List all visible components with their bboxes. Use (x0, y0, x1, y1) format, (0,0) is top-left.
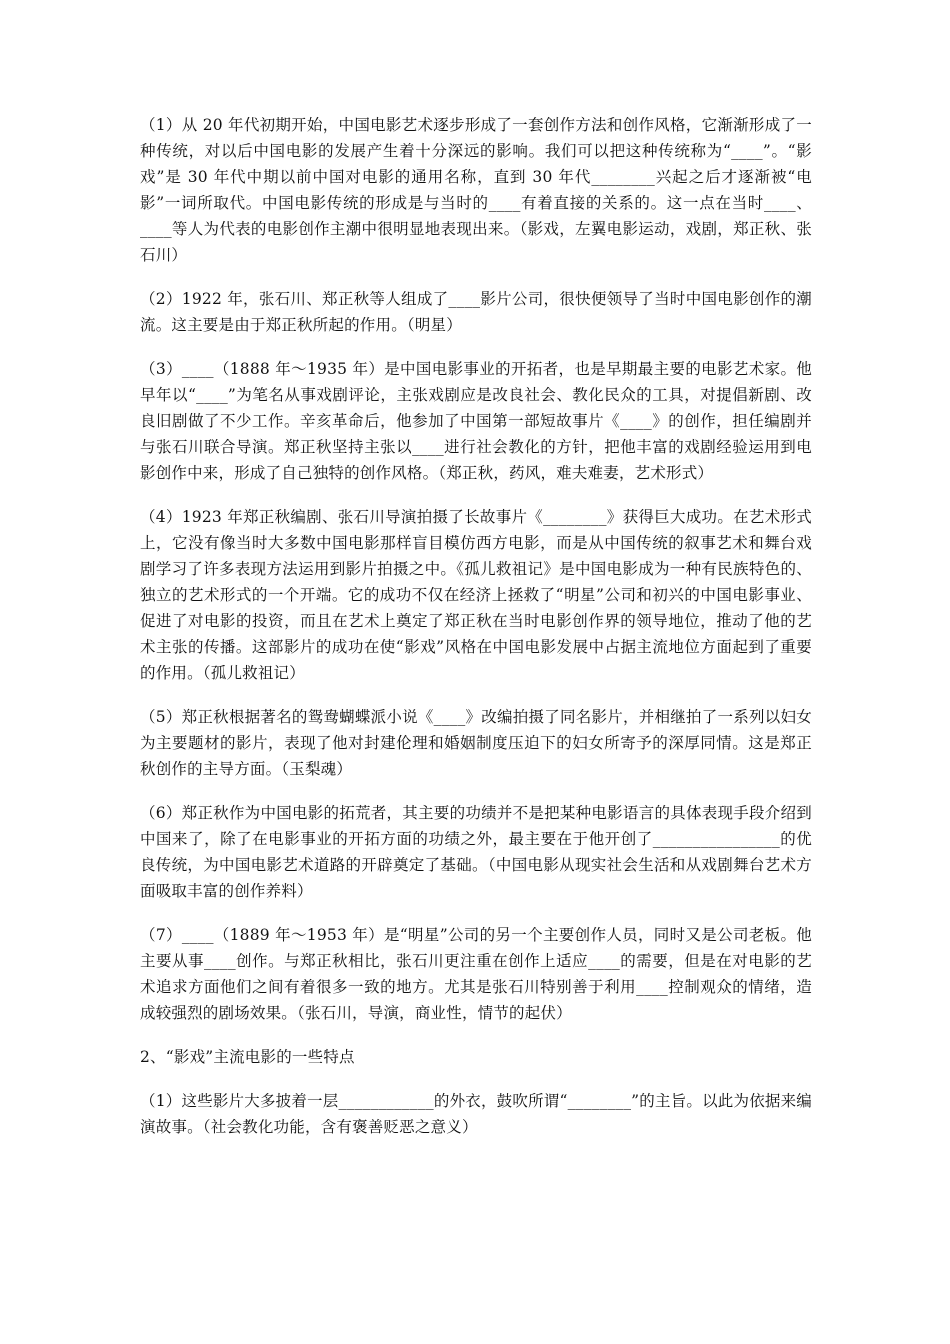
paragraph-1: （1）从 20 年代初期开始，中国电影艺术逐步形成了一套创作方法和创作风格，它渐渐形成了一种传统，对以后中国电影的发展产生着十分深远的影响。我们可以把这种传统称为“____”。“影戏”是 30 年代中期以前中国对电影的通用名称，直到 30 年代________兴起之后才逐渐被“电影”一词所取代。中国电影传统的形成是与当时的____有着直接的关系的。这一点在当时____、____等人为代表的电影创作主潮中很明显地表现出来。（影戏，左翼电影运动，戏剧，郑正秋、张石川） (140, 116, 812, 264)
paragraph-4: （4）1923 年郑正秋编剧、张石川导演拍摄了长故事片《________》获得巨大成功。在艺术形式上，它没有像当时大多数中国电影那样盲目模仿西方电影，而是从中国传统的叙事艺术和舞台戏剧学习了许多表现方法运用到影片拍摄之中。《孤儿救祖记》是中国电影成为一种有民族特色的、独立的艺术形式的一个开端。它的成功不仅在经济上拯救了“明星”公司和初兴的中国电影事业、促进了对电影的投资，而且在艺术上奠定了郑正秋在当时电影创作界的领导地位，推动了他的艺术主张的传播。这部影片的成功在使“影戏”风格在中国电影发展中占据主流地位方面起到了重要的作用。（孤儿救祖记） (140, 508, 812, 682)
document-page (140, 112, 812, 1158)
paragraph-3: （3）____（1888 年～1935 年）是中国电影事业的开拓者，也是早期最主要的电影艺术家。他早年以“____”为笔名从事戏剧评论，主张戏剧应是改良社会、教化民众的工具，对提倡新剧、改良旧剧做了不少工作。辛亥革命后，他参加了中国第一部短故事片《____》的创作，担任编剧并与张石川联合导演。郑正秋坚持主张以____进行社会教化的方针，把他丰富的戏剧经验运用到电影创作中来，形成了自己独特的创作风格。（郑正秋，药风，难夫难妻，艺术形式） (140, 360, 812, 482)
paragraph-6: （6）郑正秋作为中国电影的拓荒者，其主要的功绩并不是把某种电影语言的具体表现手段介绍到中国来了，除了在电影事业的开拓方面的功绩之外，最主要在于他开创了________________的优良传统，为中国电影艺术道路的开辟奠定了基础。（中国电影从现实社会生活和从戏剧舞台艺术方面吸取丰富的创作养料） (140, 804, 812, 900)
paragraph-5: （5）郑正秋根据著名的鸳鸯蝴蝶派小说《____》改编拍摄了同名影片，并相继拍了一系列以妇女为主要题材的影片，表现了他对封建伦理和婚姻制度压迫下的妇女所寄予的深厚同情。这是郑正秋创作的主导方面。（玉梨魂） (140, 708, 812, 778)
paragraph-7: （7）____（1889 年～1953 年）是“明星”公司的另一个主要创作人员，同时又是公司老板。他主要从事____创作。与郑正秋相比，张石川更注重在创作上适应____的需要，但是在对电影的艺术追求方面他们之间有着很多一致的地方。尤其是张石川特别善于利用____控制观众的情绪，造成较强烈的剧场效果。（张石川，导演，商业性，情节的起伏） (140, 926, 812, 1022)
section-heading: 2、“影戏”主流电影的一些特点 (140, 1048, 355, 1066)
paragraph-2: （2）1922 年，张石川、郑正秋等人组成了____影片公司，很快便领导了当时中国电影创作的潮流。这主要是由于郑正秋所起的作用。（明星） (140, 290, 812, 334)
paragraph-8: （1）这些影片大多披着一层____________的外衣，鼓吹所谓“________”的主旨。以此为依据来编演故事。（社会教化功能，含有褒善贬恶之意义） (140, 1092, 813, 1136)
